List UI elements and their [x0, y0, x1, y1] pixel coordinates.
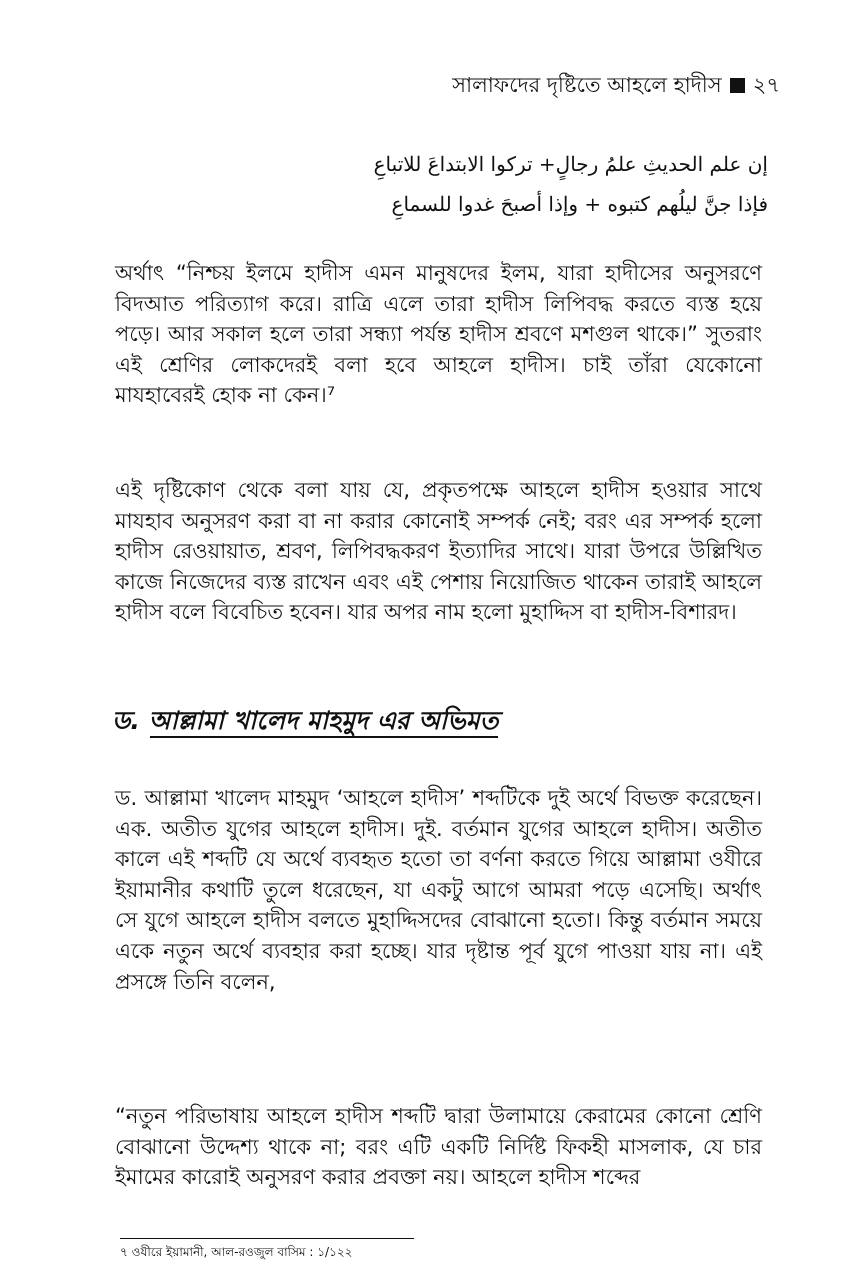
page-number: ২৭: [752, 73, 780, 97]
running-title: সালাফদের দৃষ্টিতে আহলে হাদীস: [452, 73, 722, 97]
section-heading: ড. আল্লামা খালেদ মাহমুদ এর অভিমত: [112, 703, 498, 739]
paragraph-quotation: “নতুন পরিভাষায় আহলে হাদীস শব্দটি দ্বারা উলামায়ে কেরামের কোনো শ্রেণি বোঝানো উদ্দেশ্য থাকে না; বরং এটি একটি নির্দিষ্ট ফিকহী মাসলাক, যে চার ইমামের কারোই অনুসরণ করার প্রবক্তা নয়। আহলে হাদীস শব্দের: [115, 1104, 762, 1190]
square-bullet-icon: [730, 78, 745, 93]
footnote: ৭ ওযীরে ইয়ামানী, আল-রওজুল বাসিম : ১/১২২: [120, 1245, 353, 1259]
paragraph-translation: অর্থাৎ “নিশ্চয় ইলমে হাদীস এমন মানুষদের ইলম, যারা হাদীসের অনুসরণে বিদআত পরিত্যাগ করে। রাত্রি এলে তারা হাদীস লিপিবদ্ধ করতে ব্যস্ত হয়ে পড়ে। আর সকাল হলে তারা সন্ধ্যা পর্যন্ত হাদীস শ্রবণে মশগুল থাকে।” সুতরাং এই শ্রেণির লোকদেরই বলা হবে আহলে হাদীস। চাই তাঁরা যেকোনো মাযহাবেরই হোক না কেন।⁷: [115, 261, 762, 408]
paragraph-ahle-hadith-definition: এই দৃষ্টিকোণ থেকে বলা যায় যে, প্রকৃতপক্ষে আহলে হাদীস হওয়ার সাথে মাযহাব অনুসরণ করা বা না করার কোনোই সম্পর্ক নেই; বরং এর সম্পর্ক হলো হাদীস রেওয়ায়াত, শ্রবণ, লিপিবদ্ধকরণ ইত্যাদির সাথে। যারা উপরে উল্লিখিত কাজে নিজেদের ব্যস্ত রাখেন এবং এই পেশায় নিয়োজিত থাকেন তারাই আহলে হাদীস বলে বিবেচিত হবেন। যার অপর নাম হলো মুহাদ্দিস বা হাদীস-বিশারদ।: [115, 478, 762, 625]
paragraph-khaled-mahmud: ড. আল্লামা খালেদ মাহমুদ ‘আহলে হাদীস’ শব্দটিকে দুই অর্থে বিভক্ত করেছেন। এক. অতীত যুগের আহলে হাদীস। দুই. বর্তমান যুগের আহলে হাদীস। অতীত কালে এই শব্দটি যে অর্থে ব্যবহৃত হতো তা বর্ণনা করতে গিয়ে আল্লামা ওযীরে ইয়ামানীর কথাটি তুলে ধরেছেন, যা একটু আগে আমরা পড়ে এসেছি। অর্থাৎ সে যুগে আহলে হাদীস বলতে মুহাদ্দিসদের বোঝানো হতো। কিন্তু বর্তমান সময়ে একে নতুন অর্থে ব্যবহার করা হচ্ছে। যার দৃষ্টান্ত পূর্ব যুগে পাওয়া যায় না। এই প্রসঙ্গে তিনি বলেন,: [115, 786, 762, 994]
running-header: [452, 70, 780, 100]
arabic-verse-line-2: فإذا جنَّ ليلُهم كتبوه + وإذا أصبحَ غدوا للسماعِ: [391, 192, 768, 216]
arabic-verse-line-1: إن علم الحديثِ علمُ رجالٍ+ تركوا الابتداعَ للاتباعِ: [373, 152, 768, 176]
footnote-divider: [120, 1238, 414, 1239]
